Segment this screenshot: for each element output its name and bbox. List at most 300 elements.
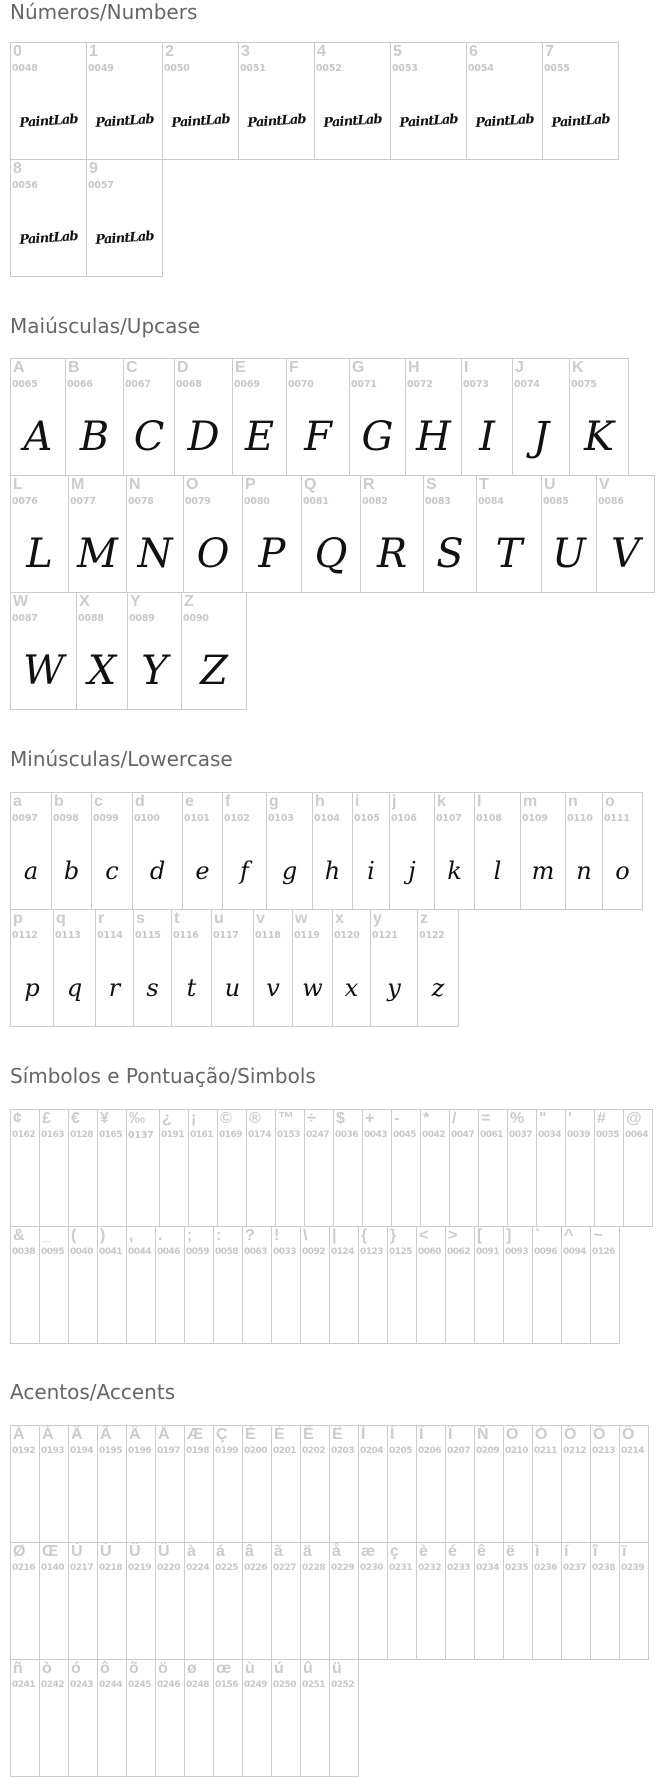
glyph-code-label: 0066	[67, 379, 93, 390]
glyph-cell[interactable]	[159, 1109, 189, 1227]
glyph-cell[interactable]	[503, 1226, 533, 1344]
glyph-cell[interactable]	[434, 792, 475, 910]
glyph-char-label: '	[568, 1110, 572, 1127]
glyph-cell[interactable]	[126, 1659, 156, 1777]
glyph-cell[interactable]	[266, 792, 313, 910]
glyph-cell[interactable]	[155, 1425, 185, 1543]
glyph-char-label: Ì	[361, 1426, 366, 1443]
glyph-cell[interactable]	[10, 42, 87, 160]
glyph-cell[interactable]	[10, 1226, 40, 1344]
glyph-cell[interactable]	[312, 792, 353, 910]
glyph-cell[interactable]	[507, 1109, 537, 1227]
glyph-char-label: Æ	[187, 1426, 203, 1443]
glyph-cell[interactable]	[512, 358, 570, 476]
glyph-char-label: Ô	[564, 1426, 577, 1443]
glyph-cell[interactable]	[10, 358, 66, 476]
section-title-numbers: Números/Numbers	[10, 0, 198, 24]
glyph-char-label: S	[426, 476, 437, 493]
glyph-cell[interactable]	[238, 42, 315, 160]
glyph-cell[interactable]	[474, 1226, 504, 1344]
glyph-code-label: 0056	[12, 180, 38, 191]
glyph-char-label: Ø	[13, 1543, 26, 1560]
glyph-char-label: H	[408, 359, 420, 376]
glyph-cell[interactable]	[10, 159, 87, 277]
glyph-cell[interactable]	[301, 475, 361, 593]
glyph-sample: d	[149, 857, 166, 885]
glyph-cell[interactable]	[162, 42, 239, 160]
glyph-cell[interactable]	[155, 1659, 185, 1777]
glyph-code-label: 0205	[389, 1446, 413, 1456]
glyph-code-label: 0244	[99, 1680, 123, 1690]
glyph-code-label: 0229	[331, 1563, 355, 1573]
glyph-cell[interactable]	[213, 1226, 243, 1344]
glyph-cell[interactable]	[10, 909, 54, 1027]
glyph-char-label: `	[535, 1227, 541, 1244]
glyph-cell[interactable]	[51, 792, 92, 910]
glyph-cell[interactable]	[474, 1542, 504, 1660]
glyph-cell[interactable]	[271, 1659, 301, 1777]
glyph-code-label: 0103	[268, 813, 294, 824]
glyph-cell[interactable]	[304, 1109, 334, 1227]
glyph-code-label: 0095	[41, 1247, 65, 1257]
glyph-char-label: u	[214, 910, 224, 927]
glyph-cell[interactable]	[39, 1425, 69, 1543]
glyph-code-label: 0234	[476, 1563, 500, 1573]
section-title-upcase: Maiúsculas/Upcase	[10, 314, 201, 338]
glyph-cell[interactable]	[184, 1542, 214, 1660]
glyph-cell[interactable]	[532, 1542, 562, 1660]
glyph-char-label: M	[71, 476, 85, 493]
glyph-code-label: 0214	[621, 1446, 645, 1456]
glyph-cell[interactable]	[503, 1542, 533, 1660]
glyph-char-label: #	[597, 1110, 606, 1127]
glyph-cell[interactable]	[242, 1659, 272, 1777]
glyph-char-label: n	[568, 793, 578, 810]
glyph-cell[interactable]	[389, 792, 435, 910]
glyph-cell[interactable]	[217, 1109, 247, 1227]
glyph-code-label: 0203	[331, 1446, 355, 1456]
glyph-cell[interactable]	[123, 358, 175, 476]
glyph-cell[interactable]	[569, 358, 629, 476]
glyph-sample: o	[615, 857, 630, 885]
glyph-cell[interactable]	[242, 1226, 272, 1344]
glyph-code-label: 0077	[70, 496, 96, 507]
glyph-cell[interactable]	[271, 1425, 301, 1543]
glyph-cell[interactable]	[174, 358, 233, 476]
glyph-cell[interactable]	[416, 1226, 446, 1344]
glyph-sample: c	[105, 857, 119, 885]
glyph-cell[interactable]	[68, 1226, 98, 1344]
glyph-char-label: )	[100, 1227, 106, 1244]
glyph-code-label: 0049	[88, 63, 114, 74]
glyph-cell[interactable]	[86, 42, 163, 160]
glyph-cell[interactable]	[362, 1109, 392, 1227]
glyph-cell[interactable]	[390, 42, 467, 160]
glyph-code-label: 0251	[302, 1680, 326, 1690]
glyph-cell[interactable]	[211, 909, 254, 1027]
glyph-cell[interactable]	[10, 1542, 40, 1660]
glyph-char-label: 0	[13, 43, 22, 60]
glyph-char-label: ¥	[100, 1110, 109, 1127]
glyph-cell[interactable]	[478, 1109, 508, 1227]
glyph-char-label: ÷	[307, 1110, 316, 1127]
glyph-char-label: í	[564, 1543, 569, 1560]
glyph-cell[interactable]	[352, 792, 390, 910]
glyph-cell[interactable]	[358, 1425, 388, 1543]
glyph-sample: m	[531, 857, 555, 885]
glyph-cell[interactable]	[590, 1542, 620, 1660]
glyph-char-label: €	[71, 1110, 80, 1127]
glyph-sample-logo: PaintLab	[94, 228, 155, 248]
glyph-code-label: 0195	[99, 1446, 123, 1456]
glyph-cell[interactable]	[541, 475, 597, 593]
glyph-cell[interactable]	[126, 1226, 156, 1344]
glyph-char-label: 1	[89, 43, 98, 60]
glyph-cell[interactable]	[565, 792, 603, 910]
glyph-code-label: 0075	[571, 379, 597, 390]
glyph-cell[interactable]	[532, 1425, 562, 1543]
glyph-code-label: 0128	[70, 1130, 94, 1140]
glyph-cell[interactable]	[405, 358, 462, 476]
glyph-cell[interactable]	[155, 1226, 185, 1344]
glyph-cell[interactable]	[332, 909, 371, 1027]
glyph-cell[interactable]	[300, 1425, 330, 1543]
glyph-code-label: 0087	[12, 613, 38, 624]
glyph-char-label: Û	[129, 1543, 141, 1560]
glyph-cell[interactable]	[97, 1659, 127, 1777]
glyph-code-label: 0163	[41, 1130, 65, 1140]
glyph-sample: X	[87, 648, 117, 694]
glyph-cell[interactable]	[416, 1425, 446, 1543]
glyph-cell[interactable]	[253, 909, 293, 1027]
glyph-cell[interactable]	[184, 1425, 214, 1543]
glyph-code-label: 0162	[12, 1130, 36, 1140]
glyph-cell[interactable]	[232, 358, 287, 476]
glyph-cell[interactable]	[10, 1109, 40, 1227]
glyph-sample: b	[63, 857, 80, 885]
glyph-code-label: 0218	[99, 1563, 123, 1573]
glyph-cell[interactable]	[222, 792, 267, 910]
glyph-sample: C	[133, 414, 165, 460]
glyph-cell[interactable]	[39, 1659, 69, 1777]
glyph-cell[interactable]	[445, 1226, 475, 1344]
glyph-code-label: 0194	[70, 1446, 94, 1456]
glyph-code-label: 0102	[224, 813, 250, 824]
glyph-char-label: Í	[390, 1426, 395, 1443]
glyph-cell[interactable]	[565, 1109, 595, 1227]
glyph-char-label: ¢	[13, 1110, 22, 1127]
glyph-cell[interactable]	[300, 1659, 330, 1777]
glyph-char-label: k	[437, 793, 446, 810]
glyph-cell[interactable]	[602, 792, 643, 910]
glyph-sample: S	[436, 531, 464, 577]
glyph-code-label: 0041	[99, 1247, 123, 1257]
glyph-char-label: ë	[506, 1543, 515, 1560]
glyph-code-label: 0116	[173, 930, 199, 941]
glyph-code-label: 0070	[288, 379, 314, 390]
glyph-sample: G	[361, 414, 394, 460]
glyph-char-label: Ï	[448, 1426, 453, 1443]
glyph-cell[interactable]	[246, 1109, 276, 1227]
glyph-cell[interactable]	[300, 1226, 330, 1344]
glyph-sample: F	[304, 414, 332, 460]
glyph-cell[interactable]	[132, 792, 183, 910]
glyph-cell[interactable]	[68, 1659, 98, 1777]
glyph-cell[interactable]	[417, 909, 459, 1027]
glyph-cell[interactable]	[39, 1226, 69, 1344]
glyph-cell[interactable]	[183, 475, 243, 593]
glyph-cell[interactable]	[536, 1109, 566, 1227]
glyph-row	[10, 159, 618, 276]
glyph-code-label: 0165	[99, 1130, 123, 1140]
glyph-char-label: D	[177, 359, 189, 376]
glyph-cell[interactable]	[590, 1226, 620, 1344]
glyph-cell[interactable]	[68, 1425, 98, 1543]
glyph-sample: N	[137, 531, 173, 577]
glyph-cell[interactable]	[391, 1109, 421, 1227]
glyph-code-label: 0216	[12, 1563, 36, 1573]
glyph-char-label: @	[626, 1110, 642, 1127]
glyph-char-label: ©	[220, 1110, 232, 1127]
glyph-code-label: 0096	[534, 1247, 558, 1257]
glyph-sample: w	[302, 974, 323, 1002]
glyph-code-label: 0241	[12, 1680, 36, 1690]
glyph-char-label: ç	[390, 1543, 399, 1560]
glyph-cell[interactable]	[126, 1109, 160, 1227]
glyph-char-label: â	[245, 1543, 254, 1560]
glyph-char-label: ò	[42, 1660, 52, 1677]
glyph-char-label: È	[245, 1426, 256, 1443]
glyph-char-label: f	[225, 793, 231, 810]
glyph-char-label: {	[361, 1227, 368, 1244]
glyph-cell[interactable]	[10, 1659, 40, 1777]
glyph-cell[interactable]	[65, 358, 124, 476]
glyph-code-label: 0040	[70, 1247, 94, 1257]
glyph-cell[interactable]	[10, 792, 52, 910]
glyph-cell[interactable]	[594, 1109, 624, 1227]
glyph-code-label: 0065	[12, 379, 38, 390]
glyph-cell[interactable]	[271, 1226, 301, 1344]
glyph-code-label: 0235	[505, 1563, 529, 1573]
glyph-code-label: 0059	[186, 1247, 210, 1257]
glyph-code-label: 0236	[534, 1563, 558, 1573]
glyph-code-label: 0243	[70, 1680, 94, 1690]
glyph-cell[interactable]	[466, 42, 543, 160]
glyph-cell[interactable]	[184, 1226, 214, 1344]
glyph-cell[interactable]	[184, 1659, 214, 1777]
glyph-cell[interactable]	[619, 1542, 649, 1660]
glyph-cell[interactable]	[188, 1109, 218, 1227]
glyph-cell[interactable]	[68, 475, 127, 593]
glyph-cell[interactable]	[461, 358, 513, 476]
glyph-cell[interactable]	[68, 1109, 98, 1227]
glyph-cell[interactable]	[476, 475, 542, 593]
glyph-cell[interactable]	[619, 1425, 649, 1543]
glyph-cell[interactable]	[271, 1542, 301, 1660]
glyph-cell[interactable]	[213, 1425, 243, 1543]
glyph-code-label: 0089	[129, 613, 155, 624]
glyph-code-label: 0048	[12, 63, 38, 74]
glyph-grid-accents	[10, 1425, 648, 1776]
glyph-cell[interactable]	[213, 1659, 243, 1777]
glyph-cell[interactable]	[561, 1226, 591, 1344]
glyph-cell[interactable]	[97, 1226, 127, 1344]
glyph-char-label: C	[126, 359, 138, 376]
glyph-row	[10, 358, 654, 475]
glyph-char-label: z	[420, 910, 428, 927]
glyph-cell[interactable]	[520, 792, 566, 910]
glyph-cell[interactable]	[387, 1226, 417, 1344]
glyph-char-label: ,	[129, 1227, 134, 1244]
glyph-cell[interactable]	[387, 1425, 417, 1543]
glyph-char-label: Ö	[622, 1426, 635, 1443]
glyph-char-label: ó	[71, 1660, 81, 1677]
glyph-cell[interactable]	[561, 1542, 591, 1660]
glyph-cell[interactable]	[97, 1425, 127, 1543]
glyph-cell[interactable]	[53, 909, 96, 1027]
glyph-cell[interactable]	[181, 592, 247, 710]
glyph-cell[interactable]	[86, 159, 163, 277]
glyph-cell[interactable]	[133, 909, 172, 1027]
glyph-cell[interactable]	[423, 475, 477, 593]
glyph-cell[interactable]	[387, 1542, 417, 1660]
glyph-cell[interactable]	[623, 1109, 653, 1227]
glyph-cell[interactable]	[449, 1109, 479, 1227]
glyph-cell[interactable]	[97, 1542, 127, 1660]
glyph-cell[interactable]	[91, 792, 133, 910]
glyph-cell[interactable]	[474, 792, 521, 910]
glyph-cell[interactable]	[561, 1425, 591, 1543]
glyph-char-label: ø	[187, 1660, 197, 1677]
glyph-code-label: 0198	[186, 1446, 210, 1456]
glyph-char-label: Z	[184, 593, 194, 610]
glyph-char-label: Ó	[535, 1426, 548, 1443]
glyph-char-label: î	[593, 1543, 598, 1560]
glyph-code-label: 0209	[476, 1446, 500, 1456]
glyph-cell[interactable]	[532, 1226, 562, 1344]
glyph-cell[interactable]	[213, 1542, 243, 1660]
glyph-char-label: q	[56, 910, 66, 927]
glyph-char-label: ñ	[13, 1660, 23, 1677]
glyph-cell[interactable]	[474, 1425, 504, 1543]
glyph-code-label: 0117	[213, 930, 239, 941]
glyph-sample: H	[416, 414, 451, 460]
glyph-char-label: F	[289, 359, 299, 376]
glyph-char-label: ™	[278, 1110, 294, 1127]
glyph-cell[interactable]	[370, 909, 418, 1027]
glyph-code-label: 0088	[78, 613, 104, 624]
glyph-code-label: 0161	[190, 1130, 214, 1140]
glyph-cell[interactable]	[445, 1542, 475, 1660]
glyph-cell[interactable]	[97, 1109, 127, 1227]
glyph-cell[interactable]	[542, 42, 619, 160]
glyph-sample: R	[376, 531, 408, 577]
glyph-char-label: £	[42, 1110, 51, 1127]
glyph-row	[10, 1542, 648, 1659]
glyph-char-label: 4	[317, 43, 326, 60]
glyph-cell[interactable]	[76, 592, 128, 710]
glyph-char-label: ã	[274, 1543, 283, 1560]
glyph-char-label: h	[315, 793, 325, 810]
glyph-char-label: L	[13, 476, 23, 493]
glyph-cell[interactable]	[10, 475, 69, 593]
glyph-sample: t	[186, 974, 197, 1002]
glyph-char-label: Á	[42, 1426, 54, 1443]
glyph-cell[interactable]	[360, 475, 424, 593]
glyph-cell[interactable]	[292, 909, 333, 1027]
glyph-row	[10, 592, 654, 709]
glyph-cell[interactable]	[329, 1659, 359, 1777]
glyph-sample: k	[447, 857, 462, 885]
glyph-code-label: 0108	[476, 813, 502, 824]
glyph-cell[interactable]	[329, 1542, 359, 1660]
glyph-cell[interactable]	[95, 909, 134, 1027]
glyph-cell[interactable]	[126, 1542, 156, 1660]
glyph-cell[interactable]	[358, 1542, 388, 1660]
glyph-cell[interactable]	[420, 1109, 450, 1227]
glyph-cell[interactable]	[242, 1542, 272, 1660]
glyph-code-label: 0193	[41, 1446, 65, 1456]
glyph-code-label: 0104	[314, 813, 340, 824]
glyph-cell[interactable]	[10, 1425, 40, 1543]
glyph-cell[interactable]	[10, 592, 77, 710]
glyph-cell[interactable]	[39, 1109, 69, 1227]
glyph-cell[interactable]	[596, 475, 655, 593]
glyph-cell[interactable]	[127, 592, 182, 710]
glyph-cell[interactable]	[329, 1425, 359, 1543]
glyph-cell[interactable]	[333, 1109, 363, 1227]
glyph-code-label: 0140	[41, 1563, 65, 1573]
glyph-char-label: A	[13, 359, 25, 376]
glyph-sample: q	[66, 974, 83, 1002]
glyph-code-label: 0196	[128, 1446, 152, 1456]
glyph-cell[interactable]	[155, 1542, 185, 1660]
glyph-char-label: V	[599, 476, 610, 493]
glyph-cell[interactable]	[416, 1542, 446, 1660]
glyph-cell[interactable]	[126, 475, 184, 593]
glyph-cell[interactable]	[300, 1542, 330, 1660]
glyph-cell[interactable]	[242, 475, 302, 593]
glyph-code-label: 0101	[184, 813, 210, 824]
glyph-cell[interactable]	[358, 1226, 388, 1344]
glyph-cell[interactable]	[445, 1425, 475, 1543]
glyph-sample: K	[584, 414, 614, 460]
glyph-cell[interactable]	[39, 1542, 69, 1660]
glyph-cell[interactable]	[68, 1542, 98, 1660]
glyph-char-label: _	[42, 1227, 51, 1244]
glyph-char-label: Ç	[216, 1426, 228, 1443]
glyph-cell[interactable]	[349, 358, 406, 476]
glyph-cell[interactable]	[314, 42, 391, 160]
glyph-char-label: á	[216, 1543, 225, 1560]
glyph-char-label: ;	[187, 1227, 193, 1244]
glyph-cell[interactable]	[329, 1226, 359, 1344]
glyph-cell[interactable]	[503, 1425, 533, 1543]
glyph-cell[interactable]	[275, 1109, 305, 1227]
glyph-code-label: 0192	[12, 1446, 36, 1456]
glyph-cell[interactable]	[242, 1425, 272, 1543]
glyph-cell[interactable]	[182, 792, 223, 910]
glyph-cell[interactable]	[590, 1425, 620, 1543]
glyph-cell[interactable]	[171, 909, 212, 1027]
glyph-sample: g	[281, 857, 298, 885]
glyph-code-label: 0064	[625, 1130, 649, 1140]
glyph-code-label: 0245	[128, 1680, 152, 1690]
glyph-code-label: 0199	[215, 1446, 239, 1456]
glyph-cell[interactable]	[286, 358, 350, 476]
glyph-char-label: "	[539, 1110, 547, 1127]
glyph-cell[interactable]	[126, 1425, 156, 1543]
